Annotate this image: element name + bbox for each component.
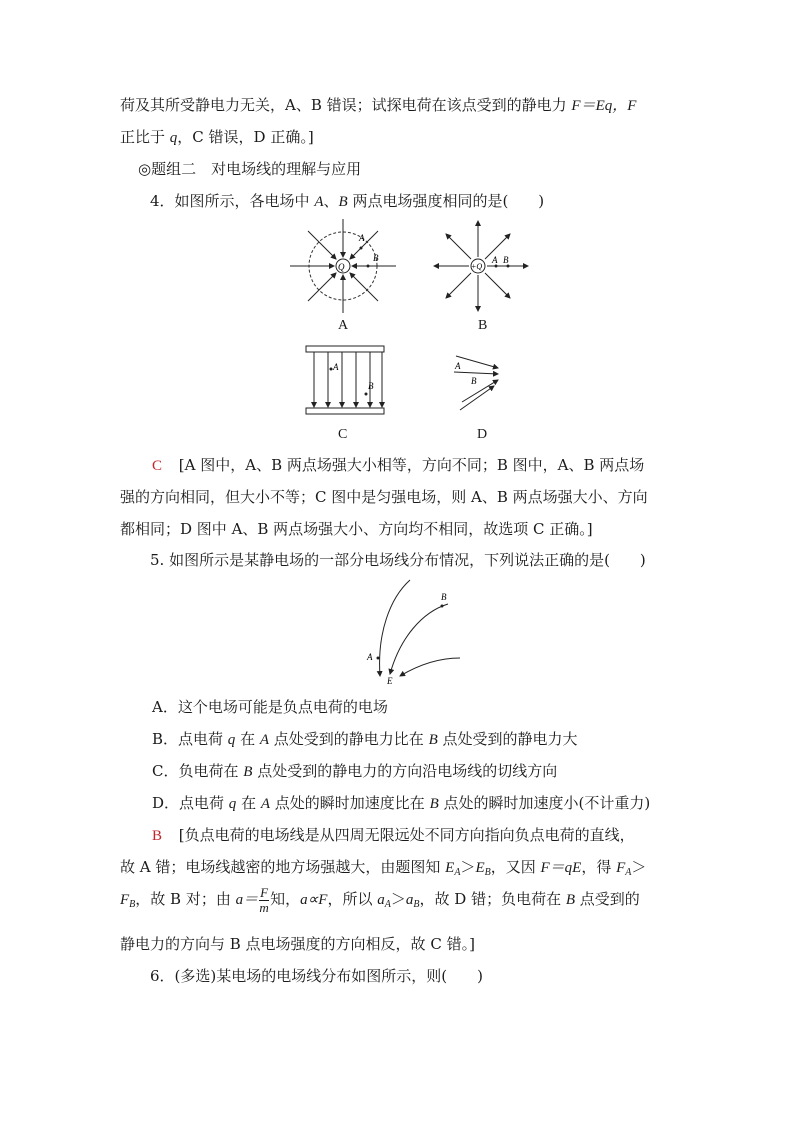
- text-segment: ，C 错误，D 正确。]: [177, 128, 314, 146]
- q5-option-b: [152, 729, 578, 750]
- text-segment: 知，: [270, 890, 301, 908]
- text-segment: 点受到的: [575, 890, 640, 908]
- figure-a-caption: A: [338, 318, 349, 333]
- variable: A: [260, 796, 271, 812]
- figure-b-positive-charge: [430, 217, 540, 317]
- q4-explanation-line: 都相同；D 图中 A、B 两点场强大小、方向均不相同，故选项 C 正确。]: [120, 520, 593, 538]
- charge-label: Q: [338, 262, 345, 272]
- text-segment: ，故 D 错；负电荷在: [419, 890, 566, 908]
- fraction-numerator: F: [260, 884, 269, 900]
- text-segment: ＞: [460, 858, 476, 876]
- point-b-label: B: [441, 592, 447, 602]
- point-a-label: A: [492, 255, 498, 265]
- subscript: A: [625, 867, 632, 878]
- text-segment: B．点电荷: [152, 730, 228, 748]
- explanation-text: [负点电荷的电场线是从四周无限远处不同方向指向负点电荷的直线，: [178, 826, 635, 844]
- variable: B: [429, 796, 439, 812]
- text-segment: ，得: [581, 858, 617, 876]
- text-segment: C．负电荷在: [152, 762, 244, 780]
- variable: E: [445, 860, 455, 876]
- text-segment: ，故 B 对；由: [135, 890, 236, 908]
- explanation-text: [A 图中，A、B 两点场强大小相等，方向不同；B 图中，A、B 两点场: [178, 456, 645, 474]
- subscript: B: [129, 899, 136, 910]
- bottom-plate: [306, 408, 384, 414]
- text-segment: ，又因: [490, 858, 541, 876]
- variable: B: [243, 764, 253, 780]
- subscript: A: [384, 899, 391, 910]
- point-b: [441, 605, 444, 608]
- formula: F＝Eq，F: [571, 98, 637, 114]
- text-line: [120, 95, 636, 116]
- figure-a-negative-charge: [288, 217, 398, 317]
- point-a-label: A: [367, 652, 373, 662]
- variable: q: [169, 130, 178, 146]
- point-a: [377, 657, 380, 660]
- top-plate: [306, 346, 384, 352]
- fraction-denominator: m: [259, 899, 269, 915]
- answer-letter: B: [152, 828, 163, 844]
- variable: a: [405, 892, 414, 908]
- field-lines: [380, 580, 460, 676]
- point-a-label: A: [359, 233, 365, 243]
- text-segment: 点处受到的静电力比在: [269, 730, 429, 748]
- field-label-e: E: [387, 676, 393, 686]
- point-b-label: B: [471, 376, 477, 386]
- subscript: B: [484, 867, 491, 878]
- point-b-label: B: [503, 255, 509, 265]
- variable: F: [616, 860, 626, 876]
- text-segment: D．点电荷: [152, 794, 229, 812]
- text-segment: 4．如图所示，各电场中: [150, 192, 315, 210]
- text-segment: 点处受到的静电力大: [437, 730, 578, 748]
- text-segment: 故 A 错；电场线越密的地方场强越大，由题图知: [120, 858, 446, 876]
- text-segment: 点处的瞬时加速度小(不计重力): [438, 794, 651, 812]
- figure-c-parallel-plates: [300, 344, 390, 416]
- q4-explanation-line: [152, 455, 644, 476]
- figure-c-caption: C: [338, 427, 348, 442]
- question-4-stem: [150, 191, 544, 212]
- formula: a∝F: [300, 892, 328, 908]
- text-segment: 在: [236, 794, 261, 812]
- q5-option-a: A．这个电场可能是负点电荷的电场: [152, 698, 388, 716]
- text-segment: 点处的瞬时加速度比在: [270, 794, 430, 812]
- fraction-f-over-m: [259, 886, 269, 915]
- figure-q5-curved-field-lines: [362, 578, 472, 688]
- subscript: A: [454, 867, 461, 878]
- variable: a: [377, 892, 385, 908]
- variable: B: [428, 732, 438, 748]
- figure-d-diverging-lines: [452, 352, 512, 412]
- text-segment: 、: [323, 192, 339, 210]
- point-a-label: A: [455, 361, 461, 371]
- variable: A: [259, 732, 270, 748]
- text-segment: 两点电场强度相同的是( ): [347, 192, 545, 210]
- text-segment: 在: [235, 730, 260, 748]
- text-segment: ，所以: [327, 890, 378, 908]
- q5-explanation-line: [120, 884, 640, 920]
- charge-label: +Q: [471, 262, 483, 271]
- formula: F＝qE: [540, 860, 582, 876]
- text-segment: ＞: [631, 858, 647, 876]
- variable: F: [120, 892, 130, 908]
- text-segment: ＞: [390, 890, 406, 908]
- q5-option-c: [152, 761, 557, 782]
- variable: q: [228, 796, 237, 812]
- figure-d-caption: D: [477, 427, 488, 442]
- question-6-stem: 6．(多选)某电场的电场线分布如图所示，则( ): [150, 967, 483, 985]
- q5-explanation-line: 静电力的方向与 B 点电场强度的方向相反，故 C 错。]: [120, 935, 475, 953]
- answer-letter: C: [152, 458, 163, 474]
- field-lines: [314, 352, 382, 407]
- formula: a＝: [235, 892, 259, 908]
- text-segment: 正比于: [120, 128, 170, 146]
- q5-explanation-line: [152, 825, 635, 846]
- q5-explanation-line: [120, 857, 646, 883]
- q5-option-d: [152, 793, 650, 814]
- text-segment: 点处受到的静电力的方向沿电场线的切线方向: [252, 762, 558, 780]
- figure-b-caption: B: [478, 318, 488, 333]
- q4-explanation-line: 强的方向相同，但大小不等；C 图中是匀强电场，则 A、B 两点场强大小、方向: [120, 488, 648, 506]
- variable: B: [338, 194, 348, 210]
- point-a-label: A: [333, 362, 339, 372]
- variable: A: [314, 194, 324, 210]
- text-segment: 荷及其所受静电力无关，A、B 错误；试探电荷在该点受到的静电力: [120, 96, 572, 114]
- point-b-label: B: [373, 253, 379, 263]
- text-line: [120, 127, 314, 148]
- section-heading: ◎题组二 对电场线的理解与应用: [138, 160, 362, 178]
- variable: B: [565, 892, 576, 908]
- variable: q: [227, 732, 236, 748]
- variable: E: [475, 860, 485, 876]
- point-a: [360, 247, 363, 250]
- point-b: [365, 393, 368, 396]
- point-b: [367, 265, 370, 268]
- question-5-stem: 5. 如图所示是某静电场的一部分电场线分布情况，下列说法正确的是( ): [150, 551, 646, 569]
- subscript: B: [413, 899, 420, 910]
- point-b-label: B: [368, 381, 374, 391]
